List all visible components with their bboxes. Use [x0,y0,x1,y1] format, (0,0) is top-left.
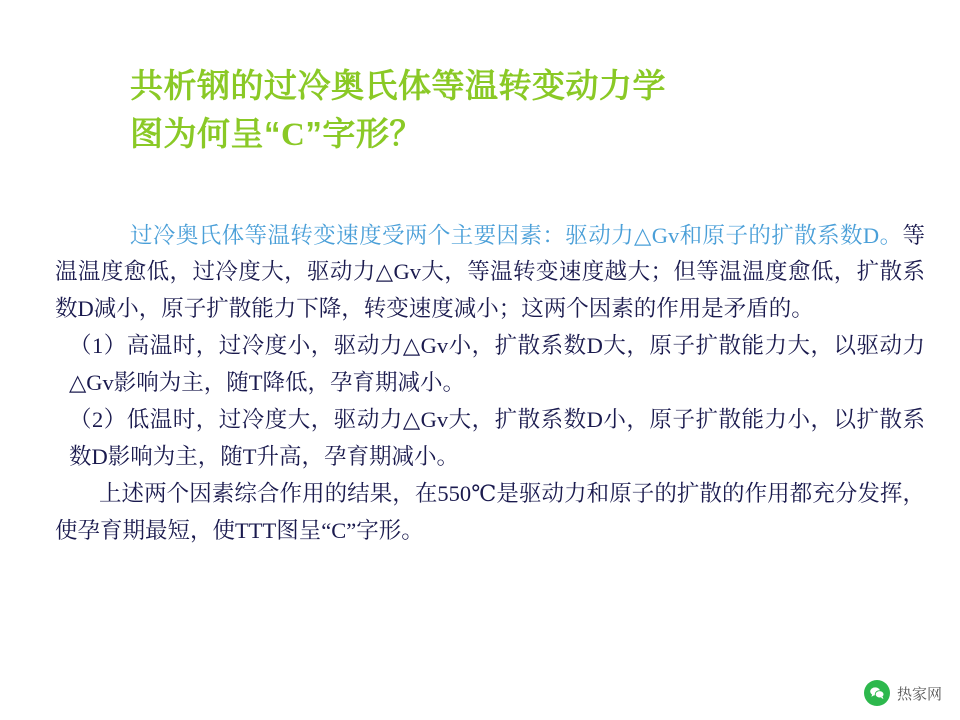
title-line-1: 共析钢的过冷奥氏体等温转变动力学 [130,67,666,104]
title-line-2-before: 图为何呈 [130,114,264,152]
watermark-badge [864,680,942,706]
title-quote-open: “ [264,114,281,152]
chat-bubble-icon [864,680,890,706]
paragraph-item-2: （2）低温时，过冷度大，驱动力△Gv大，扩散系数D小，原子扩散能力小，以扩散系数D影响为主，随T升高，孕育期减小。 [69,407,925,469]
title-line-2 [130,110,890,160]
paragraph-conclusion [55,476,925,549]
title-line-2-after: 字形？ [322,114,423,152]
paragraph-intro-lead2: 散系数D。 [794,223,903,248]
paragraph-item-1: （1）高温时，过冷度小，驱动力△Gv小，扩散系数D大，原子扩散能力大，以驱动力△Gv影响为主，随T降低，孕育期减小。 [69,333,925,395]
body-content [55,218,925,550]
paragraph-intro-rest: 等温温度愈低，过冷度大，驱动力△Gv大，等温转变速度越大；但等温温度愈低，扩散系数D减小，原子扩散能力下降，转变速度减小；这两个因素的作用是矛盾的。 [55,223,925,321]
paragraph-intro-lead: 过冷奥氏体等温转变速度受两个主要因素：驱动力△Gv和原子的扩 [130,223,795,248]
paragraph-conclusion-lead: 上述两个因素综合作用的结果，在550℃是驱动力和原子的扩散的作 [99,481,768,507]
paragraph-intro [55,218,925,327]
watermark-label: 热家网 [896,685,942,703]
paragraph-conclusion-rest: 用都充分发挥，使孕育期最短，使TTT图呈“C”字形。 [55,481,925,543]
page-title [130,62,890,160]
title-letter-c: C [281,116,306,153]
title-quote-close: ” [305,114,323,152]
